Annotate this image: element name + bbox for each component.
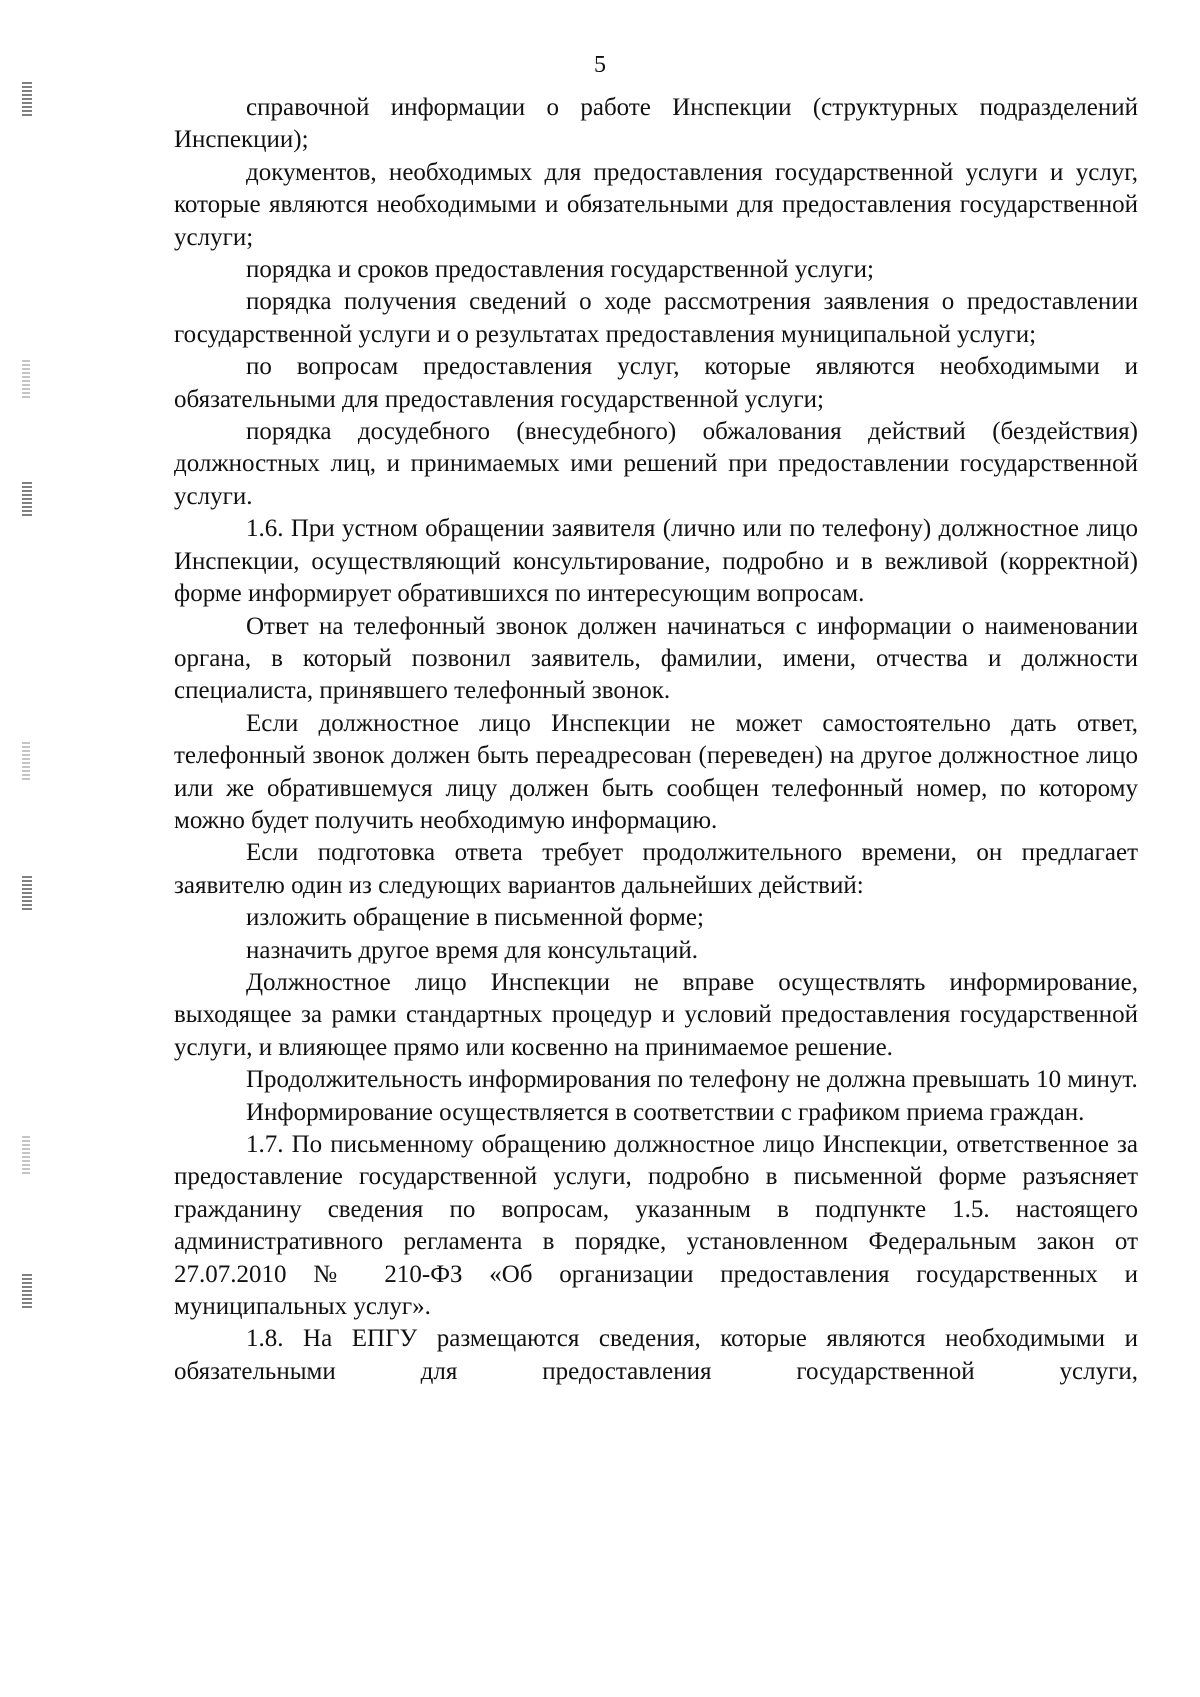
paragraph: справочной информации о работе Инспекции (структурных подразделений Инспекции); [174, 94, 1138, 154]
paragraph: порядка получения сведений о ходе рассмотрения заявления о предоставлении государственной услуги и о результатах предоставления муниципальной услуги; [174, 288, 1138, 348]
scan-binding-mark [22, 82, 32, 116]
paragraph: Если должностное лицо Инспекции не может самостоятельно дать ответ, телефонный звонок должен быть переадресован (переведен) на другое должностное лицо или же обратившемуся лицу должен быть сообщен телефонный номер, по которому можно будет получить необходимую информацию. [174, 709, 1138, 834]
paragraph: Продолжительность информирования по телефону не должна превышать 10 минут. [246, 1066, 1138, 1094]
paragraph: порядка досудебного (внесудебного) обжалования действий (бездействия) должностных лиц, и принимаемых ими решений при предоставлении государственной услуги. [174, 418, 1138, 510]
document-body [174, 92, 1138, 1388]
paragraph: документов, необходимых для предоставления государственной услуги и услуг, которые являются необходимыми и обязательными для предоставления государственной услуги; [174, 158, 1138, 251]
paragraph: порядка и сроков предоставления государственной услуги; [246, 256, 874, 284]
paragraph: изложить обращение в письменной форме; [246, 904, 704, 932]
paragraph: по вопросам предоставления услуг, которые являются необходимыми и обязательными для предоставления государственной услуги; [174, 353, 1138, 413]
paragraph: 1.8. На ЕПГУ размещаются сведения, которые являются необходимыми и обязательными для предоставления государственной услуги, [174, 1325, 1138, 1385]
scan-binding-mark [22, 482, 32, 516]
scan-binding-mark [22, 360, 30, 400]
scan-binding-mark [22, 876, 32, 910]
scan-binding-mark [22, 1274, 32, 1308]
paragraph: Информирование осуществляется в соответствии с графиком приема граждан. [246, 1098, 1085, 1126]
scan-binding-mark [22, 1136, 30, 1176]
paragraph: назначить другое время для консультаций. [246, 936, 699, 964]
paragraph: 1.6. При устном обращении заявителя (лично или по телефону) должностное лицо Инспекции, осуществляющий консультирование, подробно и в вежливой (корректной) форме информирует обратившихся по интересующим вопросам. [174, 515, 1138, 608]
scan-binding-mark [22, 742, 30, 782]
paragraph: Ответ на телефонный звонок должен начинаться с информации о наименовании органа, в который позвонил заявитель, фамилии, имени, отчества и должности специалиста, принявшего телефонный звонок. [174, 612, 1138, 705]
paragraph: Должностное лицо Инспекции не вправе осуществлять информирование, выходящее за рамки стандартных процедур и условий предоставления государственной услуги, и влияющее прямо или косвенно на принимаемое решение. [174, 968, 1138, 1061]
paragraph: Если подготовка ответа требует продолжительного времени, он предлагает заявителю один из следующих вариантов дальнейших действий: [174, 839, 1138, 899]
paragraph: 1.7. По письменному обращению должностное лицо Инспекции, ответственное за предоставление государственной услуги, подробно в письменной форме разъясняет гражданину сведения по вопросам, указанным в подпункте 1.5. настоящего административного регламента в порядке, установленном Федеральным закон от 27.07.2010 № 210-ФЗ «Об организации предоставления государственных и муниципальных услуг». [174, 1131, 1138, 1321]
page-number: 5 [594, 52, 606, 78]
